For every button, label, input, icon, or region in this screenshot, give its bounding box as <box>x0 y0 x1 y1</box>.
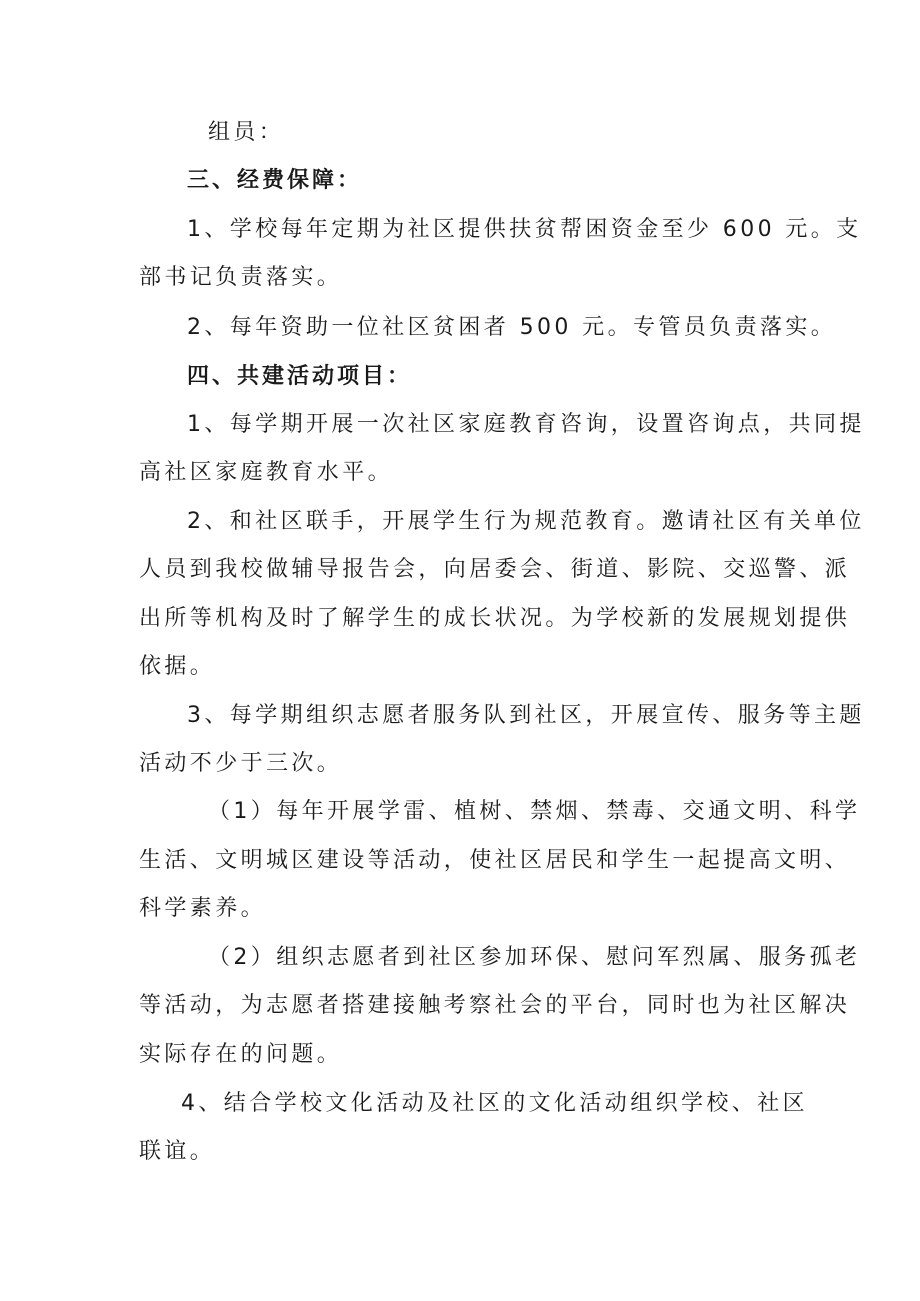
text-line: 高社区家庭教育水平。 <box>139 460 394 485</box>
text-line: 部书记负责落实。 <box>139 265 343 290</box>
text-line: 人员到我校做辅导报告会，向居委会、街道、影院、交巡警、派 <box>139 557 851 582</box>
text-line: （1）每年开展学雷、植树、禁烟、禁毒、交通文明、科学 <box>208 799 861 824</box>
text-line: 1、学校每年定期为社区提供扶贫帮困资金至少 600 元。支 <box>187 217 862 242</box>
text-line: 出所等机构及时了解学生的成长状况。为学校新的发展规划提供 <box>139 606 851 631</box>
text-line: 科学素养。 <box>139 896 267 921</box>
text-line: 等活动，为志愿者搭建接触考察社会的平台，同时也为社区解决 <box>139 993 851 1018</box>
text-line: 依据。 <box>139 654 216 679</box>
text-line: 4、结合学校文化活动及社区的文化活动组织学校、社区 <box>181 1091 808 1116</box>
text-line: （2）组织志愿者到社区参加环保、慰问军烈属、服务孤老 <box>208 945 861 970</box>
text-line: 3、每学期组织志愿者服务队到社区，开展宣传、服务等主题 <box>187 703 865 728</box>
section-heading-funding: 三、经费保障： <box>187 168 363 193</box>
text-line: 生活、文明城区建设等活动，使社区居民和学生一起提高文明、 <box>139 848 851 873</box>
text-line: 1、每学期开展一次社区家庭教育咨询，设置咨询点，共同提 <box>187 412 865 437</box>
text-line-members: 组员： <box>208 120 285 145</box>
text-line: 2、每年资助一位社区贫困者 500 元。专管员负责落实。 <box>187 315 837 340</box>
text-line: 实际存在的问题。 <box>139 1042 343 1067</box>
text-line: 联谊。 <box>139 1139 216 1164</box>
text-line: 活动不少于三次。 <box>139 751 343 776</box>
text-line: 2、和社区联手，开展学生行为规范教育。邀请社区有关单位 <box>187 509 865 534</box>
section-heading-activities: 四、共建活动项目： <box>187 364 413 389</box>
